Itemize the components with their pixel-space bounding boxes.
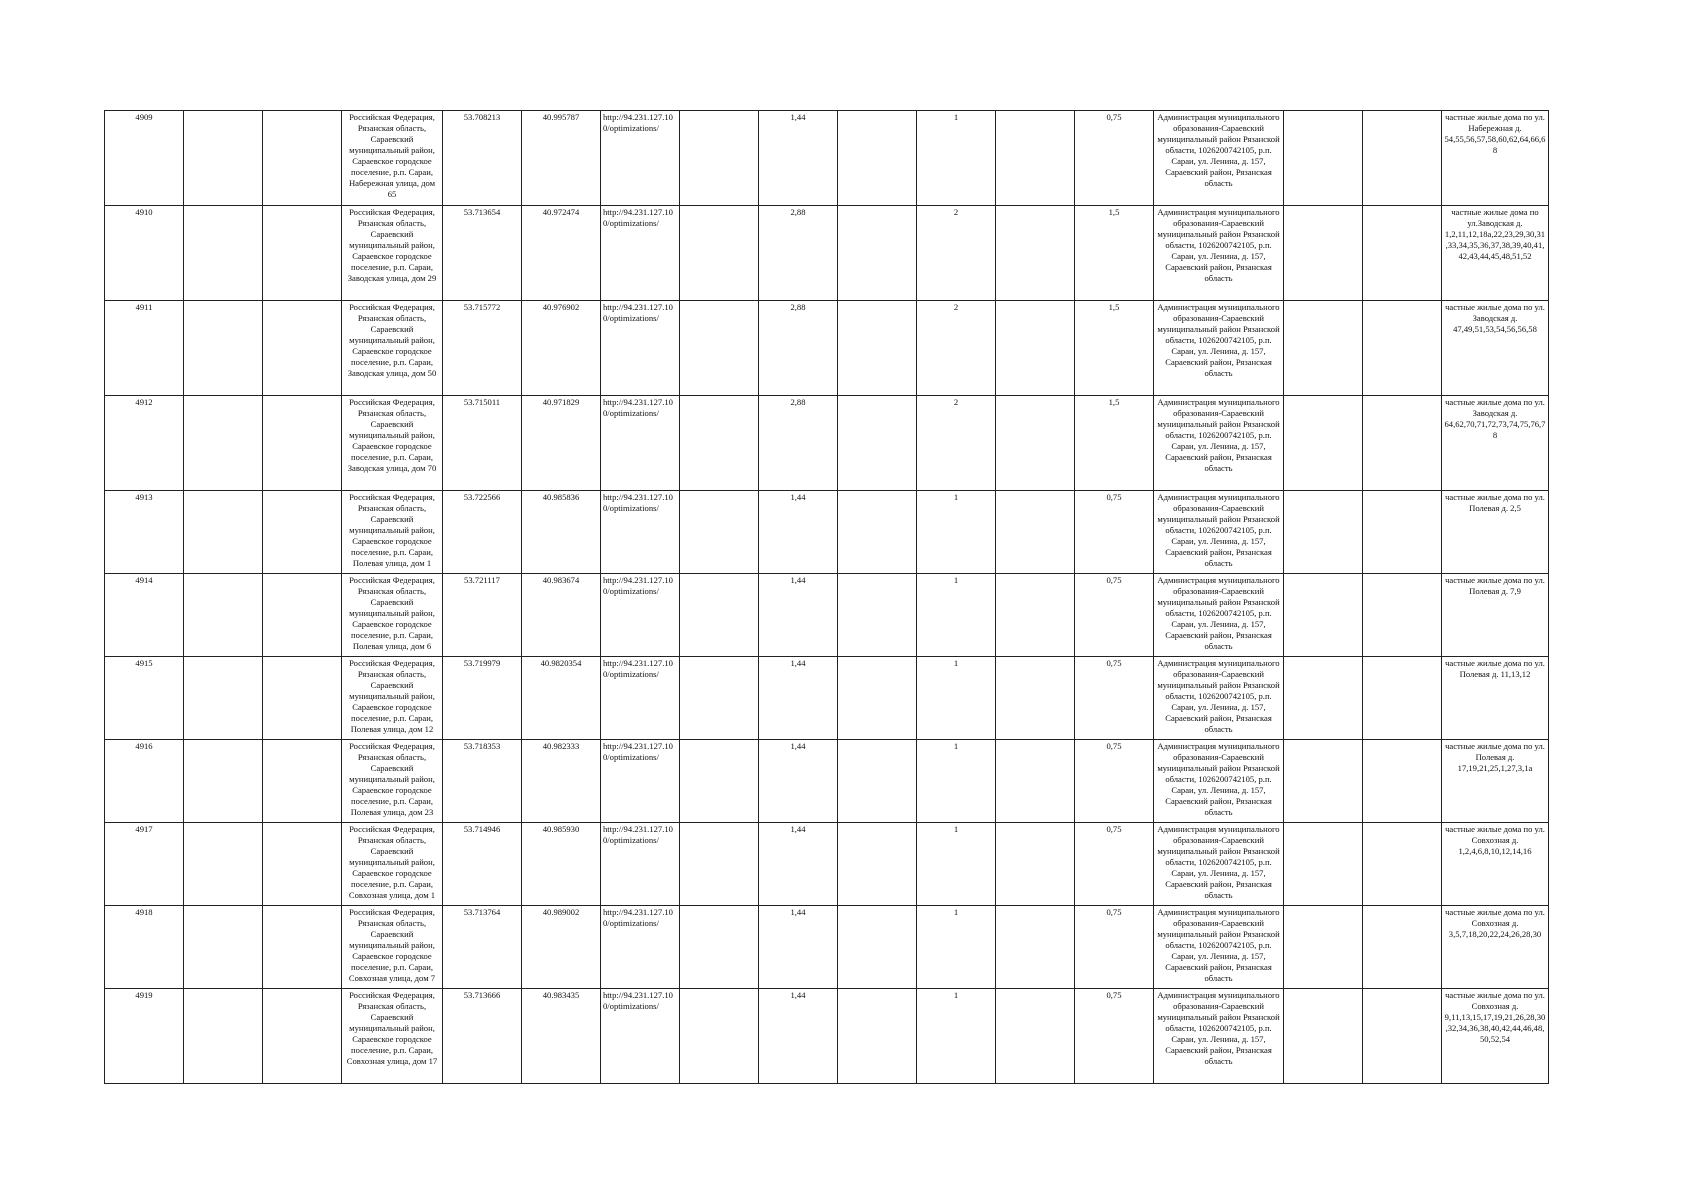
- owner-cell: Администрация муниципального образования-Сараевский муниципальный район Рязанской области, 1026200742105, р.п. Сараи, ул. Ленина, д. 157, Сараевский район, Рязанская область: [1154, 906, 1284, 989]
- area-cell: 1,44: [759, 740, 838, 823]
- row-number: 4912: [105, 396, 184, 491]
- container-count-cell: 1: [917, 823, 996, 906]
- empty-cell: [680, 574, 759, 657]
- container-count-cell: 2: [917, 301, 996, 396]
- empty-cell: [996, 906, 1075, 989]
- empty-cell: [1363, 111, 1442, 206]
- empty-cell: [1284, 657, 1363, 740]
- empty-cell: [184, 823, 263, 906]
- container-count-cell: 2: [917, 396, 996, 491]
- volume-cell: 0,75: [1075, 574, 1154, 657]
- empty-cell: [1284, 989, 1363, 1084]
- longitude-cell: 40.9820354: [522, 657, 601, 740]
- latitude-cell: 53.713764: [443, 906, 522, 989]
- empty-cell: [680, 823, 759, 906]
- url-cell: http://94.231.127.100/optimizations/: [601, 740, 680, 823]
- container-count-cell: 1: [917, 574, 996, 657]
- empty-cell: [184, 206, 263, 301]
- latitude-cell: 53.719979: [443, 657, 522, 740]
- empty-cell: [184, 491, 263, 574]
- volume-cell: 1,5: [1075, 396, 1154, 491]
- empty-cell: [680, 491, 759, 574]
- latitude-cell: 53.713654: [443, 206, 522, 301]
- row-number: 4915: [105, 657, 184, 740]
- table-row: [105, 206, 1549, 301]
- empty-cell: [680, 740, 759, 823]
- empty-cell: [838, 574, 917, 657]
- url-cell: http://94.231.127.100/optimizations/: [601, 906, 680, 989]
- latitude-cell: 53.713666: [443, 989, 522, 1084]
- table-row: [105, 989, 1549, 1084]
- area-cell: 1,44: [759, 823, 838, 906]
- sources-cell: частные жилые дома по ул. Заводская д. 47,49,51,53,54,56,56,58: [1442, 301, 1549, 396]
- area-cell: 1,44: [759, 111, 838, 206]
- empty-cell: [1363, 491, 1442, 574]
- empty-cell: [184, 396, 263, 491]
- empty-cell: [680, 206, 759, 301]
- area-cell: 1,44: [759, 989, 838, 1084]
- longitude-cell: 40.985836: [522, 491, 601, 574]
- empty-cell: [996, 740, 1075, 823]
- latitude-cell: 53.721117: [443, 574, 522, 657]
- longitude-cell: 40.976902: [522, 301, 601, 396]
- longitude-cell: 40.983435: [522, 989, 601, 1084]
- url-cell: http://94.231.127.100/optimizations/: [601, 823, 680, 906]
- empty-cell: [1284, 111, 1363, 206]
- table-row: [105, 740, 1549, 823]
- container-count-cell: 1: [917, 906, 996, 989]
- volume-cell: 0,75: [1075, 823, 1154, 906]
- empty-cell: [996, 491, 1075, 574]
- empty-cell: [996, 657, 1075, 740]
- table-row: [105, 906, 1549, 989]
- longitude-cell: 40.995787: [522, 111, 601, 206]
- sources-cell: частные жилые дома по ул. Набережная д. 54,55,56,57,58,60,62,64,66,68: [1442, 111, 1549, 206]
- longitude-cell: 40.983674: [522, 574, 601, 657]
- url-cell: http://94.231.127.100/optimizations/: [601, 989, 680, 1084]
- address-cell: Российская Федерация, Рязанская область, Сараевский муниципальный район, Сараевское городское поселение, р.п. Сараи, Полевая улица, дом 23: [342, 740, 443, 823]
- empty-cell: [184, 657, 263, 740]
- empty-cell: [1284, 574, 1363, 657]
- address-cell: Российская Федерация, Рязанская область, Сараевский муниципальный район, Сараевское городское поселение, р.п. Сараи, Заводская улица, дом 70: [342, 396, 443, 491]
- longitude-cell: 40.971829: [522, 396, 601, 491]
- row-number: 4919: [105, 989, 184, 1084]
- owner-cell: Администрация муниципального образования-Сараевский муниципальный район Рязанской области, 1026200742105, р.п. Сараи, ул. Ленина, д. 157, Сараевский район, Рязанская область: [1154, 111, 1284, 206]
- latitude-cell: 53.714946: [443, 823, 522, 906]
- table-row: [105, 396, 1549, 491]
- empty-cell: [1284, 206, 1363, 301]
- empty-cell: [263, 989, 342, 1084]
- sources-cell: частные жилые дома по ул. Совхозная д. 9,11,13,15,17,19,21,26,28,30,32,34,36,38,40,42,44,46,48,50,52,54: [1442, 989, 1549, 1084]
- longitude-cell: 40.982333: [522, 740, 601, 823]
- empty-cell: [263, 740, 342, 823]
- empty-cell: [184, 574, 263, 657]
- address-cell: Российская Федерация, Рязанская область, Сараевский муниципальный район, Сараевское городское поселение, р.п. Сараи, Полевая улица, дом 6: [342, 574, 443, 657]
- row-number: 4914: [105, 574, 184, 657]
- area-cell: 1,44: [759, 491, 838, 574]
- table-row: [105, 301, 1549, 396]
- table-row: [105, 657, 1549, 740]
- empty-cell: [838, 989, 917, 1084]
- empty-cell: [1363, 989, 1442, 1084]
- empty-cell: [184, 111, 263, 206]
- empty-cell: [1284, 906, 1363, 989]
- sources-cell: частные жилые дома по ул. Полевая д. 2,5: [1442, 491, 1549, 574]
- volume-cell: 0,75: [1075, 989, 1154, 1084]
- url-cell: http://94.231.127.100/optimizations/: [601, 111, 680, 206]
- empty-cell: [680, 396, 759, 491]
- row-number: 4916: [105, 740, 184, 823]
- container-count-cell: 1: [917, 111, 996, 206]
- area-cell: 1,44: [759, 657, 838, 740]
- empty-cell: [263, 574, 342, 657]
- empty-cell: [996, 206, 1075, 301]
- table-row: [105, 111, 1549, 206]
- area-cell: 1,44: [759, 574, 838, 657]
- address-cell: Российская Федерация, Рязанская область, Сараевский муниципальный район, Сараевское городское поселение, р.п. Сараи, Заводская улица, дом 50: [342, 301, 443, 396]
- owner-cell: Администрация муниципального образования-Сараевский муниципальный район Рязанской области, 1026200742105, р.п. Сараи, ул. Ленина, д. 157, Сараевский район, Рязанская область: [1154, 989, 1284, 1084]
- empty-cell: [263, 906, 342, 989]
- empty-cell: [996, 989, 1075, 1084]
- owner-cell: Администрация муниципального образования-Сараевский муниципальный район Рязанской области, 1026200742105, р.п. Сараи, ул. Ленина, д. 157, Сараевский район, Рязанская область: [1154, 491, 1284, 574]
- address-cell: Российская Федерация, Рязанская область, Сараевский муниципальный район, Сараевское городское поселение, р.п. Сараи, Набережная улица, дом 65: [342, 111, 443, 206]
- longitude-cell: 40.985930: [522, 823, 601, 906]
- empty-cell: [1363, 823, 1442, 906]
- empty-cell: [996, 301, 1075, 396]
- url-cell: http://94.231.127.100/optimizations/: [601, 206, 680, 301]
- row-number: 4913: [105, 491, 184, 574]
- empty-cell: [838, 906, 917, 989]
- container-count-cell: 1: [917, 491, 996, 574]
- empty-cell: [838, 823, 917, 906]
- empty-cell: [1284, 396, 1363, 491]
- volume-cell: 0,75: [1075, 740, 1154, 823]
- container-count-cell: 2: [917, 206, 996, 301]
- url-cell: http://94.231.127.100/optimizations/: [601, 657, 680, 740]
- volume-cell: 0,75: [1075, 111, 1154, 206]
- sources-cell: частные жилые дома по ул. Совхозная д. 3,5,7,18,20,22,24,26,28,30: [1442, 906, 1549, 989]
- empty-cell: [996, 396, 1075, 491]
- empty-cell: [838, 740, 917, 823]
- table-row: [105, 574, 1549, 657]
- sources-cell: частные жилые дома по ул.Заводская д. 1,2,11,12,18а,22,23,29,30,31,33,34,35,36,37,38,39,40,41,42,43,44,45,48,51,52: [1442, 206, 1549, 301]
- row-number: 4911: [105, 301, 184, 396]
- registry-table: [104, 110, 1549, 1084]
- sources-cell: частные жилые дома по ул. Заводская д. 64,62,70,71,72,73,74,75,76,78: [1442, 396, 1549, 491]
- area-cell: 2,88: [759, 396, 838, 491]
- address-cell: Российская Федерация, Рязанская область, Сараевский муниципальный район, Сараевское городское поселение, р.п. Сараи, Совхозная улица, дом 1: [342, 823, 443, 906]
- sources-cell: частные жилые дома по ул. Совхозная д. 1,2,4,6,8,10,12,14,16: [1442, 823, 1549, 906]
- empty-cell: [838, 206, 917, 301]
- empty-cell: [1363, 740, 1442, 823]
- volume-cell: 1,5: [1075, 206, 1154, 301]
- empty-cell: [1363, 906, 1442, 989]
- empty-cell: [1363, 206, 1442, 301]
- row-number: 4910: [105, 206, 184, 301]
- empty-cell: [184, 989, 263, 1084]
- empty-cell: [680, 111, 759, 206]
- area-cell: 2,88: [759, 301, 838, 396]
- url-cell: http://94.231.127.100/optimizations/: [601, 491, 680, 574]
- volume-cell: 0,75: [1075, 657, 1154, 740]
- owner-cell: Администрация муниципального образования-Сараевский муниципальный район Рязанской области, 1026200742105, р.п. Сараи, ул. Ленина, д. 157, Сараевский район, Рязанская область: [1154, 301, 1284, 396]
- empty-cell: [1363, 396, 1442, 491]
- empty-cell: [680, 989, 759, 1084]
- empty-cell: [263, 396, 342, 491]
- longitude-cell: 40.989002: [522, 906, 601, 989]
- volume-cell: 1,5: [1075, 301, 1154, 396]
- latitude-cell: 53.715011: [443, 396, 522, 491]
- longitude-cell: 40.972474: [522, 206, 601, 301]
- empty-cell: [680, 906, 759, 989]
- address-cell: Российская Федерация, Рязанская область, Сараевский муниципальный район, Сараевское городское поселение, р.п. Сараи, Заводская улица, дом 29: [342, 206, 443, 301]
- address-cell: Российская Федерация, Рязанская область, Сараевский муниципальный район, Сараевское городское поселение, р.п. Сараи, Совхозная улица, дом 7: [342, 906, 443, 989]
- row-number: 4909: [105, 111, 184, 206]
- area-cell: 2,88: [759, 206, 838, 301]
- latitude-cell: 53.715772: [443, 301, 522, 396]
- owner-cell: Администрация муниципального образования-Сараевский муниципальный район Рязанской области, 1026200742105, р.п. Сараи, ул. Ленина, д. 157, Сараевский район, Рязанская область: [1154, 740, 1284, 823]
- empty-cell: [838, 491, 917, 574]
- empty-cell: [263, 111, 342, 206]
- volume-cell: 0,75: [1075, 491, 1154, 574]
- area-cell: 1,44: [759, 906, 838, 989]
- latitude-cell: 53.722566: [443, 491, 522, 574]
- empty-cell: [1284, 823, 1363, 906]
- owner-cell: Администрация муниципального образования-Сараевский муниципальный район Рязанской области, 1026200742105, р.п. Сараи, ул. Ленина, д. 157, Сараевский район, Рязанская область: [1154, 574, 1284, 657]
- owner-cell: Администрация муниципального образования-Сараевский муниципальный район Рязанской области, 1026200742105, р.п. Сараи, ул. Ленина, д. 157, Сараевский район, Рязанская область: [1154, 206, 1284, 301]
- empty-cell: [838, 657, 917, 740]
- sources-cell: частные жилые дома по ул. Полевая д. 7,9: [1442, 574, 1549, 657]
- empty-cell: [1284, 301, 1363, 396]
- sources-cell: частные жилые дома по ул. Полевая д. 11,13,12: [1442, 657, 1549, 740]
- address-cell: Российская Федерация, Рязанская область, Сараевский муниципальный район, Сараевское городское поселение, р.п. Сараи, Совхозная улица, дом 17: [342, 989, 443, 1084]
- row-number: 4917: [105, 823, 184, 906]
- row-number: 4918: [105, 906, 184, 989]
- empty-cell: [184, 301, 263, 396]
- url-cell: http://94.231.127.100/optimizations/: [601, 301, 680, 396]
- empty-cell: [838, 396, 917, 491]
- empty-cell: [1284, 740, 1363, 823]
- latitude-cell: 53.718353: [443, 740, 522, 823]
- container-count-cell: 1: [917, 989, 996, 1084]
- latitude-cell: 53.708213: [443, 111, 522, 206]
- table-row: [105, 823, 1549, 906]
- address-cell: Российская Федерация, Рязанская область, Сараевский муниципальный район, Сараевское городское поселение, р.п. Сараи, Полевая улица, дом 1: [342, 491, 443, 574]
- empty-cell: [263, 206, 342, 301]
- empty-cell: [1363, 657, 1442, 740]
- owner-cell: Администрация муниципального образования-Сараевский муниципальный район Рязанской области, 1026200742105, р.п. Сараи, ул. Ленина, д. 157, Сараевский район, Рязанская область: [1154, 396, 1284, 491]
- empty-cell: [263, 301, 342, 396]
- volume-cell: 0,75: [1075, 906, 1154, 989]
- empty-cell: [1284, 491, 1363, 574]
- empty-cell: [184, 740, 263, 823]
- empty-cell: [263, 657, 342, 740]
- empty-cell: [996, 111, 1075, 206]
- sources-cell: частные жилые дома по ул. Полевая д. 17,19,21,25,1,27,3,1а: [1442, 740, 1549, 823]
- empty-cell: [680, 657, 759, 740]
- url-cell: http://94.231.127.100/optimizations/: [601, 574, 680, 657]
- owner-cell: Администрация муниципального образования-Сараевский муниципальный район Рязанской области, 1026200742105, р.п. Сараи, ул. Ленина, д. 157, Сараевский район, Рязанская область: [1154, 657, 1284, 740]
- empty-cell: [838, 111, 917, 206]
- url-cell: http://94.231.127.100/optimizations/: [601, 396, 680, 491]
- empty-cell: [838, 301, 917, 396]
- empty-cell: [680, 301, 759, 396]
- empty-cell: [184, 906, 263, 989]
- empty-cell: [996, 823, 1075, 906]
- empty-cell: [1363, 574, 1442, 657]
- empty-cell: [996, 574, 1075, 657]
- empty-cell: [263, 491, 342, 574]
- address-cell: Российская Федерация, Рязанская область, Сараевский муниципальный район, Сараевское городское поселение, р.п. Сараи, Полевая улица, дом 12: [342, 657, 443, 740]
- owner-cell: Администрация муниципального образования-Сараевский муниципальный район Рязанской области, 1026200742105, р.п. Сараи, ул. Ленина, д. 157, Сараевский район, Рязанская область: [1154, 823, 1284, 906]
- table-row: [105, 491, 1549, 574]
- empty-cell: [1363, 301, 1442, 396]
- empty-cell: [263, 823, 342, 906]
- container-count-cell: 1: [917, 740, 996, 823]
- container-count-cell: 1: [917, 657, 996, 740]
